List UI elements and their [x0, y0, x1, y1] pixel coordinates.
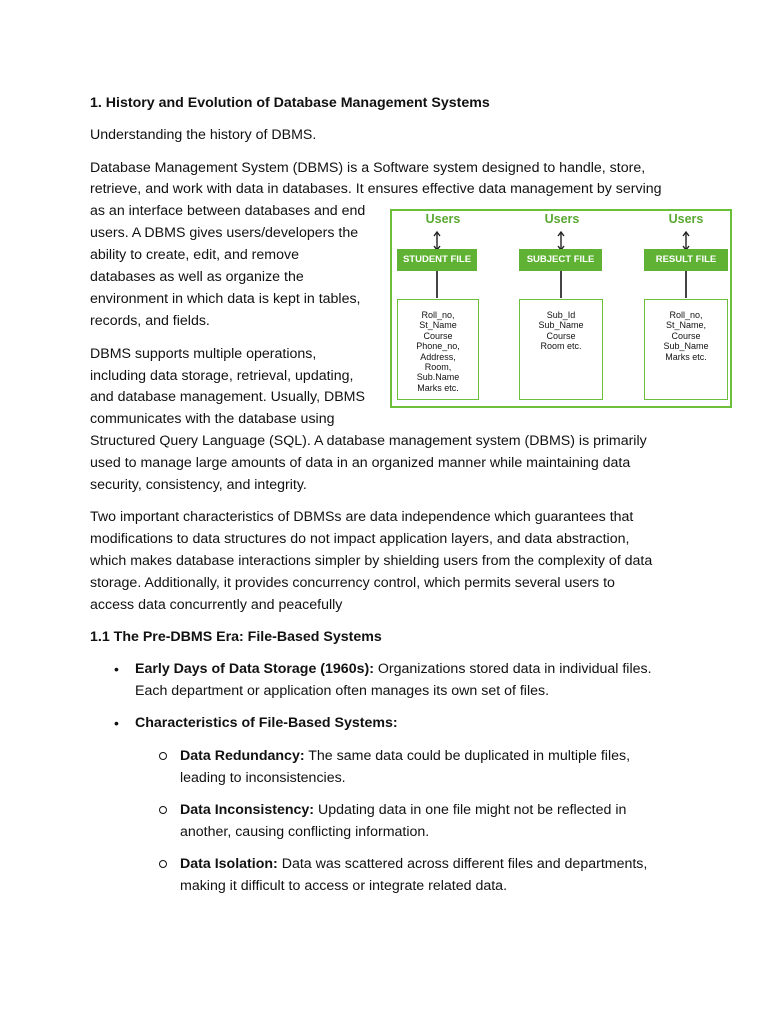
subtitle: Understanding the history of DBMS. — [90, 127, 317, 143]
bullet-item — [135, 658, 652, 680]
section-heading: 1.1 The Pre-DBMS Era: File-Based Systems — [90, 629, 382, 645]
field-label: Marks etc. — [417, 382, 459, 393]
para2-line: communicates with the database using — [90, 411, 335, 427]
subbullet-circle — [159, 752, 167, 760]
subbullet-term: Data Redundancy: — [180, 748, 305, 764]
bullet-text-cont: Each department or application often manages its own set of files. — [135, 683, 550, 699]
bullet-term: Characteristics of File-Based Systems: — [135, 715, 398, 731]
field-label: Roll_no, — [421, 310, 455, 320]
subbullet-circle — [159, 860, 167, 868]
para3-line: modifications to data structures do not impact application layers, and data abstraction, — [90, 531, 630, 547]
field-label: Sub.Name — [416, 372, 460, 383]
page-heading: 1. History and Evolution of Database Management Systems — [90, 95, 490, 111]
field-label: Address, — [420, 351, 456, 362]
field-label: Course — [671, 330, 701, 341]
para3-line: Two important characteristics of DBMSs are data independence which guarantees that — [90, 509, 634, 525]
para1-line: users. A DBMS gives users/developers the — [90, 225, 359, 241]
connector-line — [685, 271, 687, 298]
field-label: Sub_Name — [663, 341, 709, 352]
bullet-text: Organizations stored data in individual files. — [373, 661, 652, 677]
connector-line — [436, 271, 438, 298]
subbullet-text-cont: making it difficult to access or integrate related data. — [180, 878, 508, 894]
subbullet-text: Data was scattered across different files and departments, — [277, 856, 648, 872]
subbullet-text: Updating data in one file might not be reflected in — [314, 802, 627, 818]
subbullet-term: Data Isolation: — [180, 856, 278, 872]
users-label: Users — [668, 212, 704, 226]
para3-line: access data concurrently and peacefully — [90, 597, 343, 613]
subbullet-text: The same data could be duplicated in multiple files, — [304, 748, 631, 764]
subbullet-circle — [159, 806, 167, 814]
connector-line — [560, 271, 562, 298]
result-file-box: RESULT FILE — [644, 249, 728, 271]
para1-line: records, and fields. — [90, 313, 210, 329]
para1-line: Database Management System (DBMS) is a Software system designed to handle, store, — [90, 160, 646, 176]
subject-file-box: SUBJECT FILE — [519, 249, 602, 271]
para2-line: and database management. Usually, DBMS — [90, 389, 365, 405]
field-label: Course — [546, 330, 576, 341]
para2-line: including data storage, retrieval, updating, — [90, 368, 354, 384]
bullet-term: Early Days of Data Storage (1960s): — [135, 661, 374, 677]
result-fields-box — [644, 299, 728, 400]
para1-line: as an interface between databases and end — [90, 203, 366, 219]
file-system-diagram — [390, 209, 732, 408]
bullet-dot: • — [114, 661, 119, 677]
field-label: Room, — [424, 362, 452, 373]
field-label: St_Name — [419, 320, 457, 331]
subbullet-text-cont: leading to inconsistencies. — [180, 770, 346, 786]
subbullet-item — [180, 799, 626, 821]
field-label: Sub_Id — [546, 310, 576, 320]
para3-line: which makes database interactions simpler by shielding users from the complexity of data — [90, 553, 653, 569]
para1-line: databases as well as organize the — [90, 269, 304, 285]
field-label: Room etc. — [540, 341, 582, 352]
field-label: St_Name, — [665, 320, 707, 331]
subbullet-item — [180, 853, 647, 875]
subject-fields-box — [519, 299, 603, 400]
field-label: Phone_no, — [416, 341, 460, 352]
users-label: Users — [544, 212, 580, 226]
field-label: Sub_Name — [538, 320, 584, 331]
para1-line: retrieve, and work with data in databases. It ensures effective data management by serving — [90, 181, 662, 197]
para1-line: environment in which data is kept in tables, — [90, 291, 361, 307]
subbullet-text-cont: another, causing conflicting information. — [180, 824, 430, 840]
para2-line: used to manage large amounts of data in an organized manner while maintaining data — [90, 455, 631, 471]
para2-line: DBMS supports multiple operations, — [90, 346, 317, 362]
para3-line: storage. Additionally, it provides concurrency control, which permits several users to — [90, 575, 615, 591]
student-fields-box — [397, 299, 479, 400]
field-label: Course — [423, 330, 453, 341]
field-label: Marks etc. — [665, 351, 707, 362]
subbullet-term: Data Inconsistency: — [180, 802, 315, 818]
field-label: Roll_no, — [669, 310, 703, 320]
users-label: Users — [425, 212, 461, 226]
bullet-dot: • — [114, 715, 119, 731]
para2-line: Structured Query Language (SQL). A database management system (DBMS) is primarily — [90, 433, 647, 449]
student-file-box: STUDENT FILE — [397, 249, 477, 271]
para2-line: security, consistency, and integrity. — [90, 477, 307, 493]
subbullet-item — [180, 745, 630, 767]
para1-line: ability to create, edit, and remove — [90, 247, 299, 263]
